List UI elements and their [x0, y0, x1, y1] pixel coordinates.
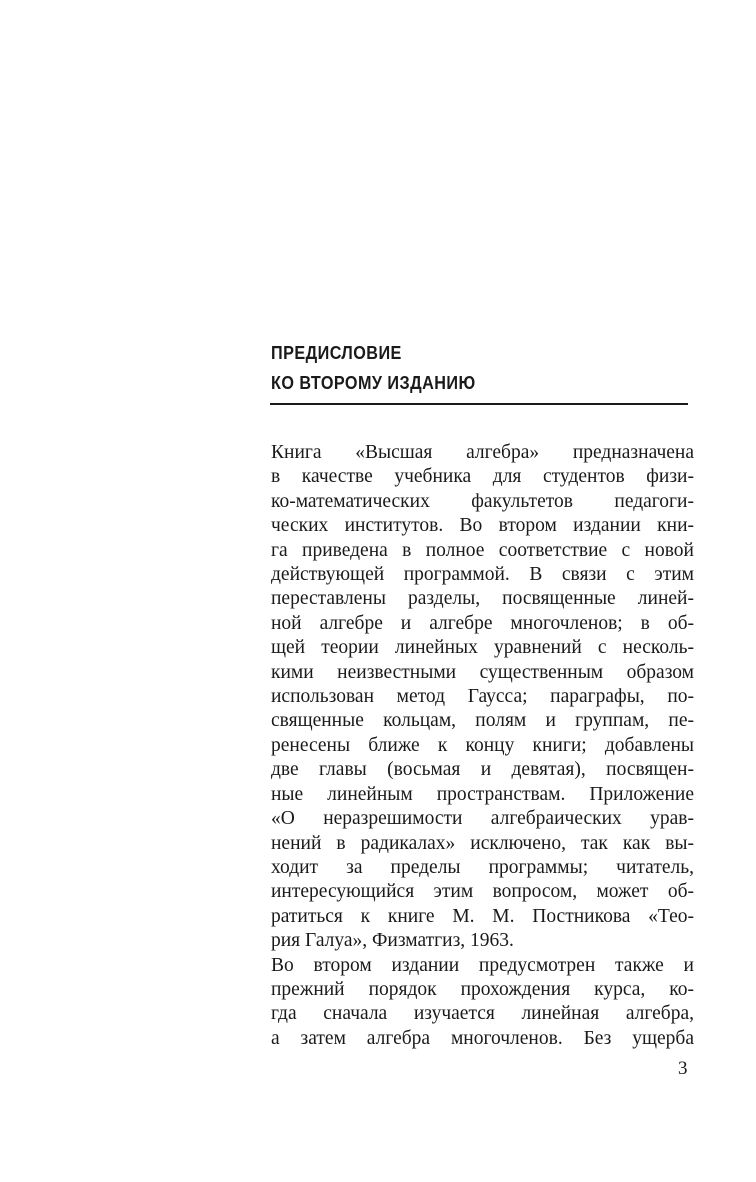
paragraph-1-line-1: Книга «Высшая алгебра» предназначена — [271, 442, 694, 463]
paragraph-2-line-3: гда сначала изучается линейная алгебра, — [271, 1003, 694, 1025]
paragraph-1-line-20: ратиться к книге М. М. Постникова «Тео- — [271, 905, 694, 927]
paragraph-1-line-11: использован метод Гаусса; параграфы, по- — [271, 686, 694, 708]
paragraph-1-line-10: кими неизвестными существенным образом — [271, 661, 694, 683]
paragraph-2-line-2: прежний порядок прохождения курса, ко- — [271, 978, 694, 1000]
paragraph-1-line-18: ходит за пределы программы; читатель, — [271, 856, 694, 878]
preface-heading-line-1: ПРЕДИСЛОВИЕ — [271, 343, 402, 363]
paragraph-1 — [271, 441, 694, 954]
preface-body — [271, 441, 694, 1051]
paragraph-1-line-5: га приведена в полное соответствие с новой — [271, 539, 694, 561]
paragraph-1-line-19: интересующийся этим вопросом, может об- — [271, 881, 694, 903]
paragraph-1-line-17: нений в радикалах» исключено, так как вы- — [271, 832, 694, 854]
paragraph-1-line-6: действующей программой. В связи с этим — [271, 564, 694, 586]
page-number: 3 — [678, 1058, 688, 1079]
paragraph-2 — [271, 954, 694, 1052]
paragraph-1-line-3: ко-математических факультетов педагоги- — [271, 490, 694, 512]
paragraph-2-line-1: Во втором издании предусмотрен также и — [271, 954, 694, 976]
paragraph-1-line-12: священные кольцам, полям и группам, пе- — [271, 710, 694, 732]
paragraph-1-line-13: ренесены ближе к концу книги; добавлены — [271, 734, 694, 756]
paragraph-2-line-4: а затем алгебра многочленов. Без ущерба — [271, 1027, 694, 1049]
preface-heading-line-2: КО ВТОРОМУ ИЗДАНИЮ — [271, 373, 476, 393]
paragraph-1-line-14: две главы (восьмая и девятая), посвящен- — [271, 759, 694, 781]
paragraph-1-line-2: в качестве учебника для студентов физи- — [271, 466, 694, 488]
heading-underline — [270, 403, 688, 405]
paragraph-1-line-15: ные линейным пространствам. Приложение — [271, 783, 694, 805]
paragraph-1-line-21: рия Галуа», Физматгиз, 1963. — [271, 930, 514, 952]
paragraph-1-line-4: ческих институтов. Во втором издании кни- — [271, 515, 694, 537]
paragraph-1-line-8: ной алгебре и алгебре многочленов; в об- — [271, 612, 694, 634]
paragraph-1-line-9: щей теории линейных уравнений с несколь- — [271, 637, 694, 659]
paragraph-1-line-7: переставлены разделы, посвященные линей- — [271, 588, 694, 610]
paragraph-1-line-16: «О неразрешимости алгебраических урав- — [271, 808, 694, 830]
preface-heading — [271, 338, 476, 398]
